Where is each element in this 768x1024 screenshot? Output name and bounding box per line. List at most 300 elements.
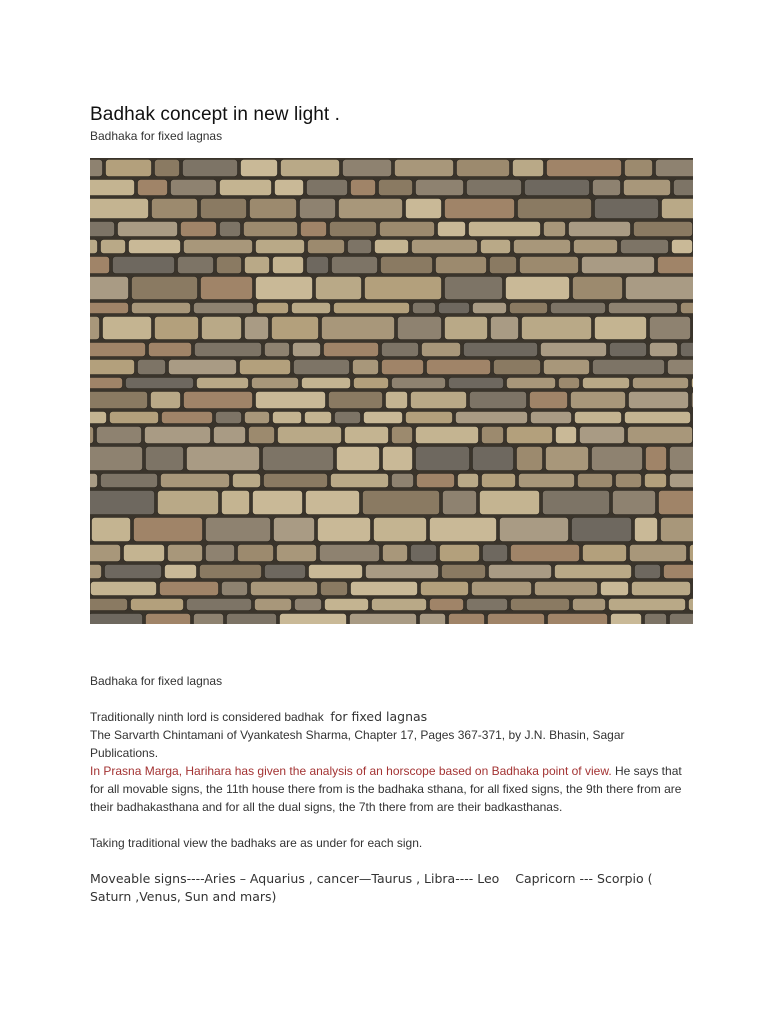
wall-stone xyxy=(244,222,298,237)
wall-stone xyxy=(294,360,350,375)
wall-stone xyxy=(661,518,694,542)
wall-stone xyxy=(272,317,319,340)
paragraph-traditional-start: Traditionally ninth lord is considered badhak xyxy=(90,710,324,724)
wall-stone xyxy=(365,277,442,300)
wall-stone xyxy=(253,491,303,515)
wall-stone xyxy=(194,614,224,625)
wall-stone xyxy=(90,378,123,389)
wall-stone xyxy=(165,565,197,579)
wall-stone xyxy=(216,412,242,424)
wall-stone xyxy=(240,360,291,375)
wall-stone xyxy=(274,518,315,542)
wall-stone xyxy=(690,545,694,562)
wall-stone xyxy=(322,317,395,340)
wall-stone xyxy=(374,518,427,542)
wall-stone xyxy=(507,427,553,444)
wall-stone xyxy=(616,474,642,488)
wall-stone xyxy=(575,412,622,424)
wall-stone xyxy=(145,427,211,444)
wall-stone xyxy=(611,614,642,625)
wall-stone xyxy=(483,545,508,562)
wall-stone xyxy=(222,491,250,515)
wall-stone xyxy=(245,412,270,424)
wall-stone xyxy=(90,180,135,196)
wall-stone xyxy=(90,614,143,625)
wall-stone xyxy=(252,378,299,389)
moveable-signs-end: Capricorn --- Scorpio ( Saturn ,Venus, Sun and mars) xyxy=(90,871,653,904)
wall-stone xyxy=(306,491,360,515)
wall-stone xyxy=(664,565,694,579)
wall-stone xyxy=(689,599,694,611)
wall-stone xyxy=(546,447,589,471)
wall-stone xyxy=(222,582,248,596)
wall-stone xyxy=(467,599,508,611)
wall-stone xyxy=(90,199,149,219)
wall-stone xyxy=(467,180,522,196)
wall-stone xyxy=(155,160,180,177)
wall-stone xyxy=(134,518,203,542)
wall-stone xyxy=(364,412,403,424)
wall-stone xyxy=(160,582,219,596)
wall-stone xyxy=(645,614,667,625)
wall-stone xyxy=(183,160,238,177)
wall-stone xyxy=(559,378,580,389)
wall-stone xyxy=(91,582,157,596)
wall-stone xyxy=(293,343,321,357)
wall-stone xyxy=(613,491,656,515)
wall-stone xyxy=(445,199,515,219)
wall-stone xyxy=(152,199,198,219)
document-title: Badhak concept in new light . xyxy=(90,104,341,125)
wall-stone xyxy=(555,565,632,579)
wall-stone xyxy=(439,303,470,314)
body-heading: Badhaka for fixed lagnas xyxy=(90,674,223,688)
wall-stone xyxy=(348,240,372,254)
wall-stone xyxy=(256,277,313,300)
wall-stone xyxy=(118,222,178,237)
wall-stone xyxy=(332,257,378,274)
wall-stone xyxy=(582,257,655,274)
wall-stone xyxy=(90,240,98,254)
wall-stone xyxy=(331,474,389,488)
wall-stone xyxy=(320,545,380,562)
wall-stone xyxy=(201,277,253,300)
wall-stone xyxy=(514,240,571,254)
wall-stone xyxy=(544,360,590,375)
wall-stone xyxy=(383,447,413,471)
wall-stone xyxy=(281,160,340,177)
wall-stone xyxy=(398,317,442,340)
document-body xyxy=(90,672,694,906)
wall-stone xyxy=(161,474,230,488)
wall-stone xyxy=(307,257,329,274)
wall-stone xyxy=(411,545,437,562)
wall-stone xyxy=(90,222,115,237)
wall-stone xyxy=(178,257,214,274)
wall-stone xyxy=(482,474,516,488)
wall-stone xyxy=(383,545,408,562)
wall-stone xyxy=(113,257,175,274)
wall-stone xyxy=(630,545,687,562)
wall-stone xyxy=(506,277,570,300)
wall-stone xyxy=(255,599,292,611)
wall-stone xyxy=(90,277,129,300)
wall-stone xyxy=(535,582,598,596)
wall-stone xyxy=(416,447,470,471)
paragraph-traditional xyxy=(90,708,694,726)
wall-stone xyxy=(583,378,630,389)
wall-stone xyxy=(245,317,269,340)
wall-stone xyxy=(90,491,155,515)
wall-stone xyxy=(507,378,556,389)
wall-stone xyxy=(430,599,464,611)
wall-stone xyxy=(392,474,414,488)
wall-stone xyxy=(438,222,466,237)
wall-stone xyxy=(316,277,362,300)
wall-stone xyxy=(90,599,128,611)
wall-stone xyxy=(436,257,487,274)
wall-stone xyxy=(90,392,148,409)
wall-stone xyxy=(90,545,121,562)
wall-stone xyxy=(245,257,270,274)
wall-stone xyxy=(470,392,527,409)
wall-stone xyxy=(406,412,453,424)
wall-stone xyxy=(202,317,242,340)
wall-stone xyxy=(129,240,181,254)
wall-stone xyxy=(324,343,379,357)
wall-stone xyxy=(339,199,403,219)
wall-stone xyxy=(500,518,569,542)
wall-stone xyxy=(392,378,446,389)
wall-stone xyxy=(214,427,246,444)
wall-stone xyxy=(220,222,241,237)
wall-stone xyxy=(201,199,247,219)
wall-stone xyxy=(250,199,297,219)
wall-stone xyxy=(101,474,158,488)
wall-stone xyxy=(481,240,511,254)
wall-stone xyxy=(551,303,606,314)
wall-stone xyxy=(273,412,302,424)
wall-stone xyxy=(132,277,198,300)
wall-stone xyxy=(343,160,392,177)
wall-stone xyxy=(379,180,413,196)
wall-stone xyxy=(458,474,479,488)
wall-stone xyxy=(443,491,477,515)
wall-stone xyxy=(573,277,623,300)
wall-stone xyxy=(490,257,517,274)
wall-stone xyxy=(430,518,497,542)
wall-stone xyxy=(692,378,694,389)
wall-stone xyxy=(194,303,254,314)
wall-stone xyxy=(668,360,694,375)
wall-stone xyxy=(489,565,552,579)
wall-stone xyxy=(321,582,348,596)
prasna-marga-highlight: In Prasna Marga, Harihara has given the analysis of an horscope based on Badhaka point of view. xyxy=(90,764,612,778)
wall-stone xyxy=(155,317,199,340)
wall-stone xyxy=(416,427,479,444)
wall-stone xyxy=(513,160,544,177)
wall-stone xyxy=(488,614,545,625)
wall-stone xyxy=(206,518,271,542)
wall-stone xyxy=(626,277,694,300)
wall-stone xyxy=(519,474,575,488)
wall-stone xyxy=(658,257,694,274)
wall-stone xyxy=(90,343,146,357)
wall-stone xyxy=(330,222,377,237)
wall-stone xyxy=(531,412,572,424)
wall-stone xyxy=(610,343,647,357)
wall-stone xyxy=(571,392,626,409)
wall-stone xyxy=(517,447,543,471)
wall-stone xyxy=(681,303,694,314)
wall-stone xyxy=(162,412,213,424)
wall-stone xyxy=(265,343,290,357)
wall-stone xyxy=(265,565,306,579)
wall-stone xyxy=(187,447,260,471)
wall-stone xyxy=(592,447,643,471)
wall-stone xyxy=(670,474,694,488)
wall-stone xyxy=(138,180,168,196)
wall-stone xyxy=(105,565,162,579)
wall-stone xyxy=(556,427,577,444)
wall-stone xyxy=(335,412,361,424)
wall-stone xyxy=(692,392,694,409)
wall-stone xyxy=(249,427,275,444)
wall-stone xyxy=(158,491,219,515)
wall-stone xyxy=(646,447,667,471)
wall-stone xyxy=(656,160,694,177)
wall-stone xyxy=(593,360,665,375)
wall-stone xyxy=(263,447,334,471)
wall-stone xyxy=(90,317,100,340)
wall-stone xyxy=(241,160,278,177)
wall-stone xyxy=(90,447,143,471)
wall-stone xyxy=(171,180,217,196)
wall-stone xyxy=(90,257,110,274)
wall-stone xyxy=(217,257,242,274)
wall-stone xyxy=(309,565,363,579)
stone-wall-photo xyxy=(90,158,693,624)
wall-stone xyxy=(90,360,135,375)
wall-stone xyxy=(635,518,658,542)
wall-stone xyxy=(138,360,166,375)
wall-stone xyxy=(184,392,253,409)
wall-stone xyxy=(670,447,694,471)
wall-stone xyxy=(569,222,631,237)
wall-stone xyxy=(662,199,694,219)
wall-stone xyxy=(90,474,98,488)
wall-stone xyxy=(103,317,152,340)
wall-stone xyxy=(580,427,625,444)
wall-stone xyxy=(295,599,322,611)
prasna-marga-rest: He says that for all movable signs, the 11th house there from is the badhaka sthana, for all fixed signs, the 9th there from are their badhakasthana and for all the dual signs, the 7th there from are their badkasthanas. xyxy=(90,764,682,814)
paragraph-reference: The Sarvarth Chintamani of Vyankatesh Sharma, Chapter 17, Pages 367-371, by J.N. Bhasin, Sagar Publications. xyxy=(90,728,625,760)
wall-stone xyxy=(206,545,235,562)
wall-stone xyxy=(238,545,274,562)
wall-stone xyxy=(301,222,327,237)
wall-stone xyxy=(375,240,409,254)
wall-stone xyxy=(126,378,194,389)
wall-stone xyxy=(510,303,548,314)
wall-stone xyxy=(149,343,192,357)
wall-stone xyxy=(366,565,439,579)
wall-stone xyxy=(420,614,446,625)
wall-stone xyxy=(227,614,277,625)
wall-stone xyxy=(169,360,237,375)
wall-stone xyxy=(363,491,440,515)
wall-stone xyxy=(659,491,694,515)
wall-stone xyxy=(544,222,566,237)
wall-stone xyxy=(609,303,678,314)
wall-stone xyxy=(146,447,184,471)
wall-stone xyxy=(273,257,304,274)
wall-stone xyxy=(90,303,129,314)
wall-stone xyxy=(674,180,694,196)
wall-stone xyxy=(541,343,607,357)
wall-stone xyxy=(583,545,627,562)
wall-stone xyxy=(633,378,689,389)
wall-stone xyxy=(609,599,686,611)
wall-stone xyxy=(334,303,410,314)
wall-stone xyxy=(417,474,455,488)
wall-stone xyxy=(197,378,249,389)
wall-stone xyxy=(440,545,480,562)
wall-stone xyxy=(124,545,165,562)
wall-stone xyxy=(329,392,383,409)
wall-stone xyxy=(200,565,262,579)
wall-stone xyxy=(422,343,461,357)
wall-stone xyxy=(275,180,304,196)
wall-stone xyxy=(473,447,514,471)
wall-stone xyxy=(525,180,590,196)
wall-stone xyxy=(629,392,689,409)
wall-stone xyxy=(406,199,442,219)
wall-stone xyxy=(482,427,504,444)
wall-stone xyxy=(350,614,417,625)
wall-stone xyxy=(90,412,107,424)
wall-stone xyxy=(670,614,694,625)
wall-stone xyxy=(635,565,661,579)
wall-stone xyxy=(520,257,579,274)
wall-stone xyxy=(302,378,351,389)
wall-stone xyxy=(300,199,336,219)
wall-stone xyxy=(386,392,408,409)
wall-stone xyxy=(445,317,488,340)
wall-stone xyxy=(650,317,691,340)
wall-stone xyxy=(146,614,191,625)
wall-stone xyxy=(187,599,252,611)
wall-stone xyxy=(413,303,436,314)
wall-stone xyxy=(625,412,691,424)
wall-stone xyxy=(464,343,538,357)
wall-stone xyxy=(572,518,632,542)
wall-stone xyxy=(548,614,608,625)
wall-stone xyxy=(372,599,427,611)
wall-stone xyxy=(416,180,464,196)
wall-stone xyxy=(277,545,317,562)
wall-stone xyxy=(511,599,570,611)
wall-stone xyxy=(132,303,191,314)
wall-stone xyxy=(251,582,318,596)
wall-stone xyxy=(106,160,152,177)
wall-stone xyxy=(412,240,478,254)
wall-stone xyxy=(621,240,669,254)
wall-stone xyxy=(457,160,510,177)
wall-stone xyxy=(449,614,485,625)
wall-stone xyxy=(151,392,181,409)
wall-stone xyxy=(292,303,331,314)
wall-stone xyxy=(354,378,389,389)
wall-stone xyxy=(351,582,418,596)
wall-stone xyxy=(337,447,380,471)
moveable-signs-start: Moveable signs----Aries – Aquarius , cancer—Taurus , Libra---- Leo xyxy=(90,871,500,886)
wall-stone xyxy=(543,491,610,515)
wall-stone xyxy=(634,222,693,237)
wall-stone xyxy=(681,343,694,357)
wall-stone xyxy=(650,343,678,357)
wall-stone xyxy=(97,427,142,444)
wall-stone xyxy=(547,160,622,177)
wall-stone xyxy=(307,180,348,196)
wall-stone xyxy=(381,257,433,274)
wall-stone xyxy=(530,392,568,409)
wall-stone xyxy=(382,343,419,357)
wall-stone xyxy=(632,582,691,596)
wall-stone xyxy=(469,222,541,237)
wall-stone xyxy=(456,412,528,424)
wall-stone xyxy=(494,360,541,375)
wall-stone xyxy=(92,518,131,542)
wall-stone xyxy=(573,599,606,611)
wall-stone xyxy=(601,582,629,596)
wall-stone xyxy=(395,160,454,177)
wall-stone xyxy=(511,545,580,562)
wall-stone xyxy=(90,565,102,579)
wall-stone xyxy=(345,427,389,444)
paragraph-moveable-signs xyxy=(90,870,694,906)
wall-stone xyxy=(645,474,667,488)
wall-stone xyxy=(491,317,519,340)
wall-stone xyxy=(264,474,328,488)
wall-stone xyxy=(318,518,371,542)
wall-stone xyxy=(449,378,504,389)
wall-stone xyxy=(351,180,376,196)
wall-stone xyxy=(220,180,272,196)
wall-stone xyxy=(392,427,413,444)
wall-stone xyxy=(110,412,159,424)
wall-stone xyxy=(184,240,253,254)
wall-stone xyxy=(325,599,369,611)
wall-stone xyxy=(473,303,507,314)
wall-stone xyxy=(628,427,693,444)
wall-stone xyxy=(380,222,435,237)
wall-stone xyxy=(445,277,503,300)
wall-stone xyxy=(625,160,653,177)
wall-stone xyxy=(131,599,184,611)
wall-stone xyxy=(595,317,647,340)
wall-stone xyxy=(101,240,126,254)
wall-stone xyxy=(421,582,469,596)
wall-stone xyxy=(305,412,332,424)
wall-stone xyxy=(593,180,621,196)
wall-stone xyxy=(411,392,467,409)
wall-stone xyxy=(480,491,540,515)
wall-stone xyxy=(595,199,659,219)
paragraph-traditional-end: for fixed lagnas xyxy=(330,709,428,724)
wall-stone xyxy=(442,565,486,579)
wall-stone xyxy=(90,160,103,177)
wall-stone xyxy=(278,427,342,444)
